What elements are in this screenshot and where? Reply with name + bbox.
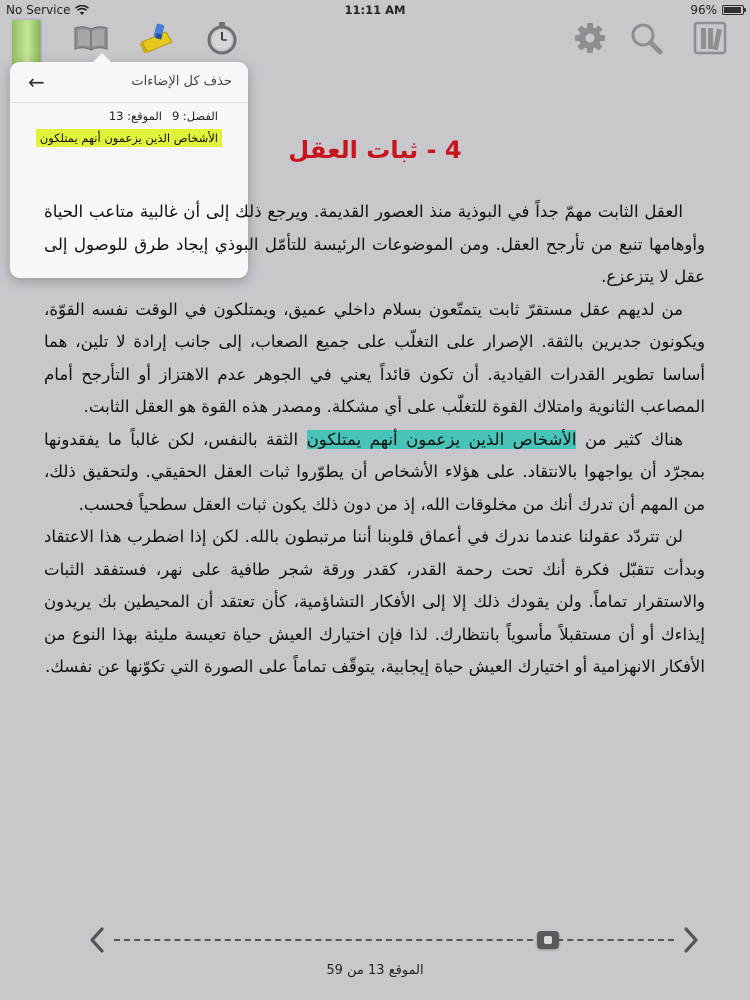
highlight-chapter: الفصل: 9 [171, 109, 218, 123]
back-arrow-icon[interactable]: ← [28, 70, 45, 94]
battery-info [690, 3, 744, 17]
battery-icon [722, 5, 744, 15]
paragraph [44, 424, 705, 522]
paragraph: لن تتردّد عقولنا عندما ندرك في أعماق قلوبنا أننا مرتبطون بالله. لكن إذا اضطرب هذا الاعتقاد وبدأت تتقبّل فكرة أنك تحت رحمة القدر، كقدر ورقة شجر طافية على نهر، فستفقد الثبات والاستقرار تماماً. ولن يقودك ذلك إلا إلى الأفكار التشاؤمية، كأن تعتقد أن المحيطين بك يريدون إيذاءك أو أن مستقبلاً مأسوياً بانتظارك. لذا فإن اختيارك العيش حياة تعيسة مليئة بهذا النوع من الأفكار الانهزامية أو اختيارك العيش حياة إيجابية، يتوقّف تماماً على الصورة التي تكوّنها عن نفسك. [44, 527, 705, 676]
highlighter-icon[interactable] [137, 20, 177, 56]
paragraph: العقل الثابت مهمّ جداً في البوذية منذ العصور القديمة. ويرجع ذلك إلى أن غالبية متاعب الحياة وأوهامها تنبع من تأرجح العقل. ومن الموضوعات الرئيسة للتأمّل البوذي إيجاد طرق للوصول إلى عقل لا يتزعزع. [44, 202, 705, 286]
search-icon[interactable] [626, 20, 666, 56]
book-content [44, 196, 705, 684]
highlight-entry-meta [109, 109, 218, 123]
paragraph-text: الثقة بالنفس، لكن غالباً ما يفقدونها بمجرّد أن يواجهوا بالانتقاد. على هؤلاء الأشخاص أن يطوّروا ثبات العقل الحقيقي. ولتحقيق ذلك، من المهم أن تدرك أنك من مخلوقات الله، إذ من دون ذلك يكون ثبات العقل سطحياً فحسب. [44, 429, 705, 514]
stopwatch-icon[interactable] [202, 20, 242, 56]
highlight-location: الموقع: 13 [108, 109, 162, 123]
location-label: الموقع 13 من 59 [326, 963, 424, 978]
delete-all-highlights-button[interactable]: حذف كل الإضاءات [131, 74, 232, 89]
battery-fill [724, 7, 741, 13]
bookmark-ribbon-icon[interactable] [12, 20, 40, 64]
chevron-left-icon[interactable] [84, 925, 110, 955]
text-highlight[interactable]: الأشخاص الذين يزعمون أنهم يمتلكون [306, 429, 577, 449]
chapter-title: 4 - ثبات العقل [288, 136, 462, 164]
page-navigation [84, 925, 704, 955]
carrier-label: No Service [6, 3, 71, 17]
popover-header [10, 62, 248, 103]
paragraph [44, 294, 705, 424]
book-icon[interactable] [71, 20, 111, 56]
paragraph-text: من لديهم عقل مستقرّ ثابت يتمتّعون بسلام داخلي عميق، ويمتلكون في الوقت نفسه القوّة، ويكونون جديرين بالثقة. الإصرار على التغلّب على جميع الصعاب، إلى جانب إرادة لا تلين، هما أساسا تطوير القدرات القيادية. أن تكون قائداً يعني في الجوهر عدم الاهتزاز أو التأرجح أمام المصاعب الثانوية وامتلاك القوة للتغلّب على أي مشكلة. ومصدر هذه القوة هو العقل الثابت. [44, 299, 705, 416]
battery-percent: 96% [690, 3, 717, 17]
page-slider-track[interactable] [114, 939, 674, 941]
paragraph-text: هناك كثير من [576, 429, 683, 449]
toolbar [0, 20, 750, 60]
highlight-entry[interactable]: الأشخاص الذين يزعمون أنهم يمتلكون [36, 129, 222, 147]
gear-icon[interactable] [570, 20, 610, 56]
clock: 11:11 AM [344, 3, 406, 17]
chevron-right-icon[interactable] [678, 925, 704, 955]
status-bar [0, 0, 750, 20]
library-icon[interactable] [690, 20, 730, 56]
page-slider-thumb[interactable] [537, 931, 559, 949]
